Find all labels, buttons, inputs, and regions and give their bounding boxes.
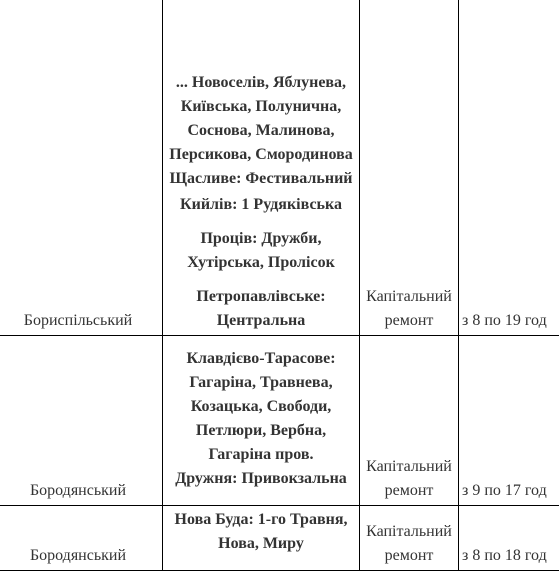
district-cell: Бориспільський — [0, 0, 163, 336]
street-block: Кийлів: 1 Рудяківська — [165, 193, 357, 217]
streets-cell — [163, 336, 360, 506]
district-cell: Бородянський — [0, 506, 163, 571]
street-block: Нова Буда: 1-го Травня, Нова, Миру — [165, 508, 357, 556]
table-row — [0, 506, 559, 571]
street-block: Проців: Дружби, Хутірська, Пролісок — [165, 227, 357, 275]
work-type-cell: Капітальний ремонт — [360, 0, 459, 336]
streets-cell — [163, 506, 360, 571]
streets-cell — [163, 0, 360, 336]
street-block: Клавдієво-Тарасове: Гагаріна, Травнева, Козацька, Свободи, Петлюри, Вербна, Гагаріна пров. — [165, 347, 357, 467]
time-cell: з 8 по 18 год — [459, 506, 559, 571]
district-cell: Бородянський — [0, 336, 163, 506]
street-block: Петропавлівське: Центральна — [165, 285, 357, 333]
time-cell: з 8 по 19 год — [459, 0, 559, 336]
time-cell: з 9 по 17 год — [459, 336, 559, 506]
table-row — [0, 336, 559, 506]
street-block: ... Новоселів, Яблунева, Київська, Полунична, Соснова, Малинова, Персикова, Смородинова Щасливе: Фестивальний — [165, 71, 357, 191]
work-type-cell: Капітальний ремонт — [360, 336, 459, 506]
street-block: Дружня: Привокзальна — [165, 467, 357, 491]
work-type-cell: Капітальний ремонт — [360, 506, 459, 571]
